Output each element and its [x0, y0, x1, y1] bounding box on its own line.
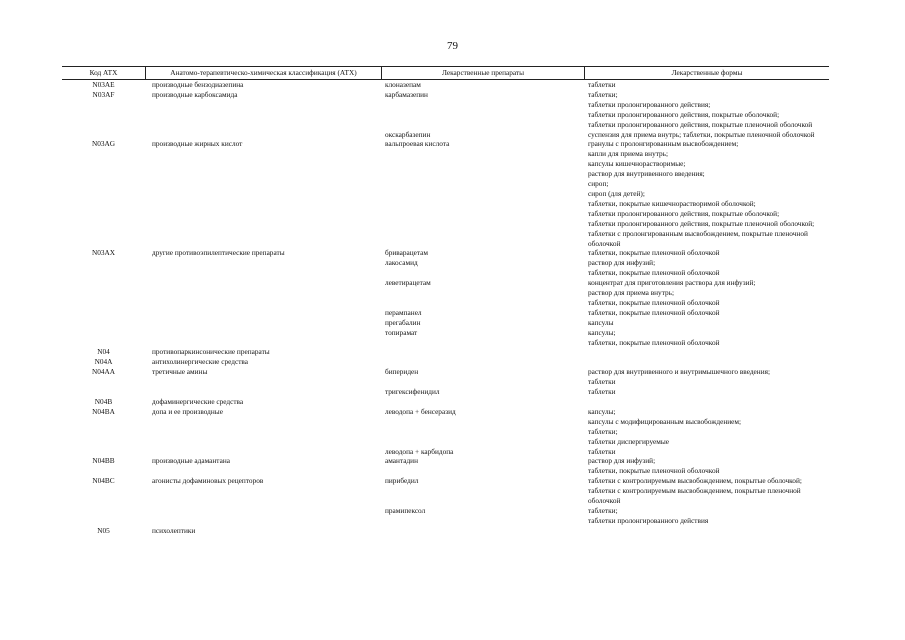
dosage-form: таблетки с пролонгированным высвобождением, покрытые пленочной оболочкой [588, 228, 808, 248]
atc-code [62, 308, 145, 318]
page-number: 79 [447, 40, 458, 52]
dosage-form: таблетки [588, 377, 616, 387]
table-row [62, 248, 829, 258]
atc-code: N03AG [91, 139, 116, 149]
dosage-form: таблетки пролонгированного действия, покрытые пленочной оболочкой [588, 119, 813, 129]
atc-code: N04BC [92, 476, 115, 486]
dosage-forms [584, 357, 829, 367]
drug-name: клоназепам [385, 80, 421, 89]
atc-classification: противопаркинсонические препараты [152, 347, 270, 357]
table-row [62, 526, 829, 536]
atc-classification: агонисты дофаминовых рецепторов [152, 476, 264, 486]
dosage-form: гранулы с пролонгированным высвобождением; [588, 139, 739, 149]
header-code: Код АТХ [89, 68, 118, 77]
header-drugs: Лекарственные препараты [381, 67, 584, 79]
atc-classification: производные жирных кислот [152, 139, 243, 149]
drug-name: леводопа + бенсеразид [385, 406, 456, 416]
atc-classification: производные адамантана [152, 456, 230, 466]
table-row [62, 506, 829, 526]
drug-name: леводопа + карбидопа [385, 446, 454, 456]
dosage-form: раствор для внутривенного и внутримышечного введения; [588, 367, 770, 377]
dosage-form: капсулы кишечнорастворимые; [588, 159, 686, 169]
atc-code: N03AX [91, 248, 116, 258]
table-row [62, 367, 829, 387]
dosage-form: таблетки с контролируемым высвобождением, покрытые пленочной оболочкой [588, 486, 801, 506]
header-classification: Анатомо-терапевтическо-химическая классификация (АТХ) [145, 67, 381, 79]
dosage-form: концентрат для приготовления раствора для инфузий; [588, 278, 756, 288]
atc-code [62, 318, 145, 328]
table-row [62, 139, 829, 248]
atc-classification: другие противоэпилептические препараты [152, 248, 285, 258]
dosage-form: таблетки пролонгированного действия, покрытые оболочкой; [588, 208, 780, 218]
table-row [62, 258, 829, 278]
drug-name [381, 357, 584, 367]
dosage-form: таблетки, покрытые пленочной оболочкой [588, 466, 720, 476]
dosage-form: таблетки пролонгированного действия [588, 515, 709, 525]
dosage-forms [584, 139, 829, 248]
dosage-form: капсулы; [588, 406, 616, 416]
atc-code [62, 258, 145, 278]
atc-classification: третичные амины [152, 367, 208, 377]
atc-code: N04BB [92, 456, 115, 466]
table-row [62, 90, 829, 130]
atc-classification [145, 328, 381, 348]
dosage-form: таблетки; [588, 89, 618, 99]
atc-code [62, 278, 145, 308]
drug-name [381, 347, 584, 357]
drug-name: бипериден [385, 367, 419, 377]
drug-name: амантадин [385, 456, 418, 466]
dosage-form: таблетки, покрытые кишечнорастворимой оболочкой; [588, 198, 756, 208]
atc-code [62, 387, 145, 397]
atc-code: N04A [94, 357, 113, 367]
table-row [62, 347, 829, 357]
dosage-forms [584, 387, 829, 397]
drug-name [381, 526, 584, 536]
dosage-forms [584, 397, 829, 407]
dosage-form: таблетки пролонгированного действия, покрытые оболочкой; [588, 109, 780, 119]
atc-classification [145, 447, 381, 457]
dosage-form: таблетки [588, 446, 616, 456]
drug-name: тригексифенидил [385, 387, 440, 397]
dosage-form: таблетки, покрытые пленочной оболочкой [588, 268, 720, 278]
dosage-form: раствор для внутривенного введения; [588, 169, 705, 179]
atc-classification [145, 130, 381, 140]
dosage-forms [584, 407, 829, 447]
drug-name [381, 397, 584, 407]
dosage-form: раствор для инфузий; [588, 258, 656, 268]
dosage-forms [584, 80, 829, 90]
table-row [62, 130, 829, 140]
table-header [62, 66, 829, 80]
table-row [62, 476, 829, 506]
atc-classification: психолептики [152, 525, 196, 535]
atc-classification [145, 258, 381, 278]
dosage-form: таблетки, покрытые пленочной оболочкой [588, 297, 720, 307]
atc-code [62, 506, 145, 526]
drug-name: прегабалин [385, 317, 421, 327]
atc-classification [145, 278, 381, 308]
dosage-forms [584, 367, 829, 387]
table-row [62, 397, 829, 407]
dosage-form: раствор для инфузий; [588, 456, 656, 466]
drug-name: леветирацетам [385, 278, 431, 288]
drug-name: окскарбазепин [385, 129, 431, 139]
dosage-form: капсулы с модифицированным высвобождением; [588, 416, 742, 426]
dosage-form: сироп; [588, 179, 609, 189]
atc-classification [145, 308, 381, 318]
table-body [62, 80, 829, 536]
atc-code [62, 130, 145, 140]
atc-code: N04 [97, 347, 110, 357]
dosage-form: суспензия для приема внутрь; таблетки, покрытые пленочной оболочкой [588, 129, 815, 139]
table-row [62, 278, 829, 308]
dosage-forms [584, 328, 829, 348]
table-row [62, 387, 829, 397]
dosage-forms [584, 456, 829, 476]
dosage-forms [584, 258, 829, 278]
drug-name: топирамат [385, 327, 418, 337]
dosage-form: капсулы [588, 317, 614, 327]
dosage-form: таблетки с контролируемым высвобождением, покрытые оболочкой; [588, 476, 802, 486]
atc-code: N03AF [92, 89, 115, 99]
atc-classification: допа и ее производные [152, 406, 223, 416]
drug-name: прамипексол [385, 505, 426, 515]
drug-name: карбамазепин [385, 89, 428, 99]
dosage-forms [584, 308, 829, 318]
table-row [62, 308, 829, 318]
drug-name: лакосамид [385, 258, 418, 268]
atc-code: N05 [97, 525, 110, 535]
atc-classification [145, 506, 381, 526]
dosage-form: капсулы; [588, 327, 616, 337]
dosage-form: таблетки, покрытые пленочной оболочкой [588, 337, 720, 347]
atc-classification: производные карбоксамида [152, 89, 238, 99]
dosage-forms [584, 90, 829, 130]
dosage-form: таблетки, покрытые пленочной оболочкой [588, 248, 720, 258]
table-row [62, 407, 829, 447]
table-row [62, 357, 829, 367]
atc-code [62, 328, 145, 348]
dosage-form: таблетки; [588, 426, 618, 436]
atc-classification: дофаминергические средства [152, 397, 244, 406]
dosage-form: таблетки; [588, 505, 618, 515]
drug-name: перампанел [385, 307, 422, 317]
table-row [62, 318, 829, 328]
drug-name: бриварацетам [385, 248, 429, 258]
table-row [62, 456, 829, 476]
drug-name: вальпроевая кислота [385, 139, 450, 149]
table-row [62, 447, 829, 457]
dosage-forms [584, 476, 829, 506]
drug-name: пирибедил [385, 476, 419, 486]
dosage-forms [584, 447, 829, 457]
atc-code: N04B [94, 397, 113, 406]
atc-classification [145, 318, 381, 328]
dosage-form: сироп (для детей); [588, 188, 645, 198]
table-row [62, 328, 829, 348]
dosage-forms [584, 506, 829, 526]
atc-code [62, 447, 145, 457]
dosage-forms [584, 248, 829, 258]
atc-code: N04BA [92, 406, 115, 416]
dosage-forms [584, 130, 829, 140]
dosage-form: таблетки диспергируемые [588, 436, 670, 446]
atc-table [62, 66, 829, 536]
dosage-forms [584, 526, 829, 536]
table-row [62, 80, 829, 90]
dosage-form: таблетки пролонгированного действия, покрытые пленочной оболочкой; [588, 218, 815, 228]
dosage-form: таблетки [588, 387, 616, 397]
atc-classification [145, 387, 381, 397]
dosage-form: капли для приема внутрь; [588, 149, 668, 159]
dosage-form: раствор для приема внутрь; [588, 288, 674, 298]
dosage-forms [584, 347, 829, 357]
atc-classification: антихолинергические средства [152, 357, 248, 367]
atc-code: N03AE [92, 80, 115, 89]
dosage-forms [584, 278, 829, 308]
dosage-form: таблетки [588, 80, 616, 89]
dosage-form: таблетки пролонгированного действия; [588, 99, 711, 109]
dosage-form: таблетки, покрытые пленочной оболочкой [588, 307, 720, 317]
dosage-forms [584, 318, 829, 328]
atc-code: N04AA [91, 367, 116, 377]
header-forms: Лекарственные формы [584, 67, 829, 79]
atc-classification: производные бензодиазепина [152, 80, 244, 89]
